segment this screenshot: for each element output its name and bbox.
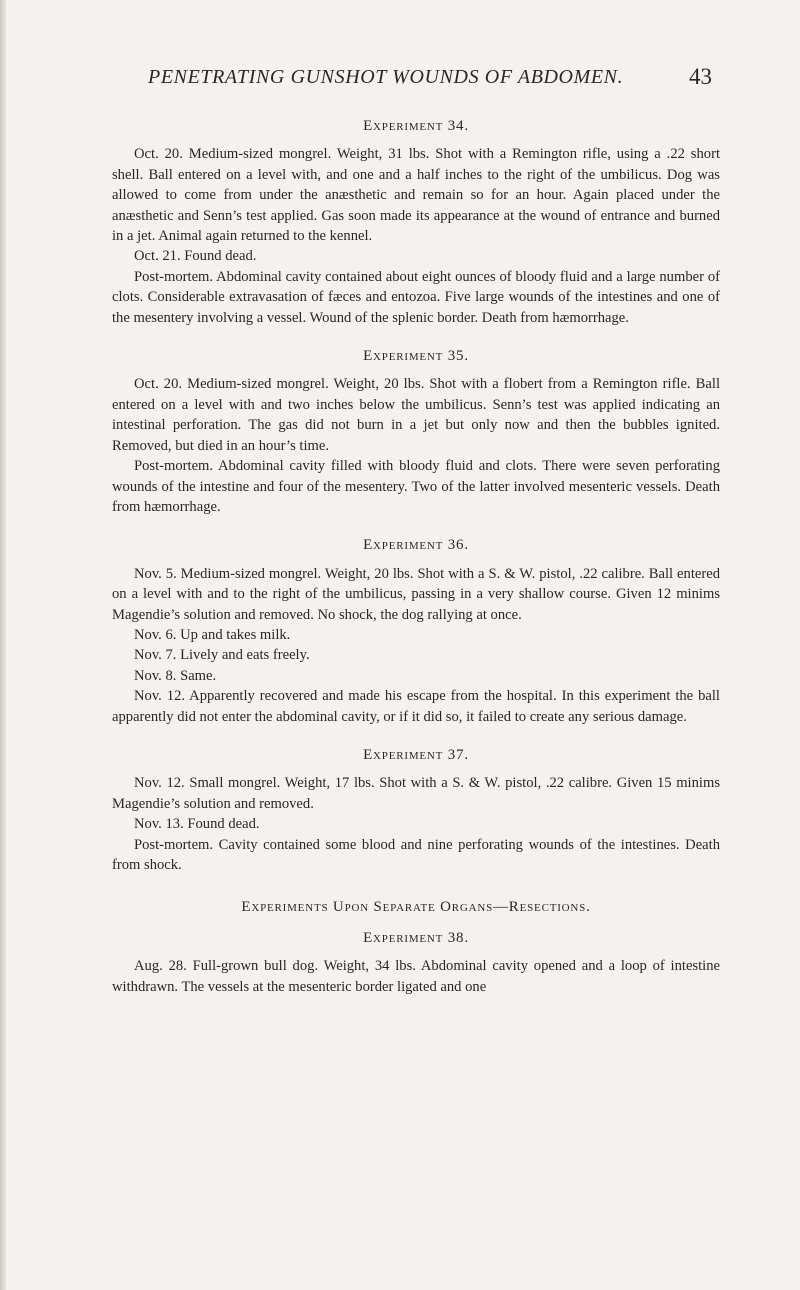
experiment-heading: Experiment 36. (363, 537, 469, 554)
experiment-38 (112, 928, 720, 997)
paragraph: Nov. 6. Up and takes milk. (134, 626, 291, 643)
experiment-heading: Experiment 34. (363, 118, 469, 134)
paragraph: Post-mortem. Abdominal cavity contained about eight ounces of bloody fluid and a large number of clots. Considerable extravasation of fæces and entozoa. Five large wounds of the intestines and one of the mesentery involving a vessel. Wound of the splenic border. Death from hæmorrhage. (112, 268, 720, 326)
paragraph: Nov. 5. Medium-sized mongrel. Weight, 20 lbs. Shot with a S. & W. pistol, .22 calibre. Ball entered on a level with and to the right of the umbilicus, passing in a very shallow course. Given 12 minims Magendie’s solution and removed. No shock, the dog rallying at once. (112, 565, 720, 623)
paragraph: Post-mortem. Abdominal cavity filled with bloody fluid and clots. There were seven perforating wounds of the intestine and four of the mesentery. Two of the latter involved mesenteric vessels. Death from hæmorrhage. (112, 458, 720, 515)
paragraph: Nov. 7. Lively and eats freely. (134, 647, 310, 664)
paragraph: Nov. 8. Same. (134, 667, 217, 684)
experiment-heading: Experiment 37. (363, 746, 469, 763)
paragraph: Nov. 12. Small mongrel. Weight, 17 lbs. Shot with a S. & W. pistol, .22 calibre. Given 15 minims Magendie’s solution and removed. (112, 775, 720, 812)
page-number: 43 (689, 64, 712, 89)
experiment-34 (112, 116, 720, 328)
experiment-36 (112, 535, 720, 727)
page-binding-edge (0, 0, 6, 1290)
paragraph: Oct. 20. Medium-sized mongrel. Weight, 31 lbs. Shot with a Remington rifle, using a .22 short shell. Ball entered on a level with, and one and a half inches to the right of the umbilicus. Dog was allowed to come from under the anæsthetic and remain so for an hour. Again placed under the anæsthetic and Senn’s test applied. Gas soon made its appearance at the wound of entrance and burned in a jet. Animal again returned to the kennel. (112, 146, 720, 245)
section-heading: Experiments Upon Separate Organs—Resections. (241, 899, 591, 916)
paragraph: Aug. 28. Full-grown bull dog. Weight, 34 lbs. Abdominal cavity opened and a loop of intestine withdrawn. The vessels at the mesenteric border ligated and one (112, 958, 720, 995)
paragraph: Nov. 13. Found dead. (134, 816, 260, 833)
paragraph: Nov. 12. Apparently recovered and made his escape from the hospital. In this experiment the ball apparently did not enter the abdominal cavity, or if it did so, it failed to create any serious damage. (112, 688, 720, 725)
paragraph: Post-mortem. Cavity contained some blood and nine perforating wounds of the intestines. Death from shock. (112, 836, 720, 873)
experiment-heading: Experiment 38. (363, 929, 469, 946)
page-body (112, 116, 720, 997)
paragraph: Oct. 21. Found dead. (134, 248, 257, 265)
paragraph: Oct. 20. Medium-sized mongrel. Weight, 20 lbs. Shot with a flobert from a Remington rifle. Ball entered on a level with and two inches below the umbilicus. Senn’s test was applied indicating an intestinal perforation. The gas did not burn in a jet but only now and then the bubbles ignited. Removed, but died in an hour’s time. (112, 376, 720, 454)
running-title: PENETRATING GUNSHOT WOUNDS OF ABDOMEN. (148, 66, 624, 88)
experiment-heading: Experiment 35. (363, 348, 469, 365)
experiment-37 (112, 745, 720, 875)
experiment-35 (112, 346, 720, 517)
running-head (148, 66, 712, 100)
